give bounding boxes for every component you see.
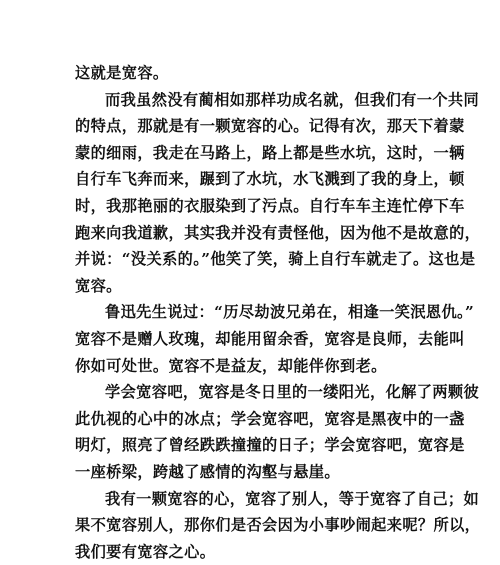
text-line: 并说：“没关系的。”他笑了笑，骑上自行车就走了。这也是: [75, 250, 476, 269]
text-line: 宽容不是赠人玫瑰，却能用留余香，宽容是良师，去能叫: [75, 329, 465, 348]
paragraph-start-line: 鲁迅先生说过：“历尽劫波兄弟在，相逢一笑泯恩仇。”: [105, 303, 475, 322]
paragraph-start-line: 而我虽然没有蔺相如那样功成名就，但我们有一个共同: [105, 90, 480, 109]
text-line: 一座桥梁，跨越了感情的沟壑与悬崖。: [75, 462, 340, 481]
text-line: 时，我那艳丽的衣服染到了污点。自行车车主连忙停下车: [75, 196, 465, 215]
text-line: 自行车飞奔而来，蹍到了水坑，水飞溅到了我的身上，顿: [75, 170, 465, 189]
text-line: 我们要有宽容之心。: [75, 542, 216, 561]
text-line: 此仇视的心中的冰点；学会宽容吧，宽容是黑夜中的一盏: [75, 409, 465, 428]
paragraph-start-line: 学会宽容吧，宽容是冬日里的一缕阳光，化解了两颗彼: [105, 383, 480, 402]
document-body: [75, 60, 481, 565]
text-line: 的特点，那就是有一颗宽容的心。记得有次，那天下着蒙: [75, 117, 465, 136]
text-line: 果不宽容别人，那你们是否会因为小事吵闹起来呢？所以，: [75, 516, 481, 535]
text-line: 你如可处世。宽容不是益友，却能伴你到老。: [75, 356, 387, 375]
paragraph-start-line: 我有一颗宽容的心，宽容了别人，等于宽容了自己；如: [105, 489, 480, 508]
text-line: 明灯，照亮了曾经跌跌撞撞的日子；学会宽容吧，宽容是: [75, 436, 465, 455]
text-line: 这就是宽容。: [75, 64, 169, 82]
text-line: 宽容。: [75, 276, 122, 295]
text-line: 蒙的细雨，我走在马路上，路上都是些水坑，这时，一辆: [75, 143, 465, 162]
text-line: 跑来向我道歉，其实我并没有责怪他，因为他不是故意的，: [75, 223, 481, 242]
